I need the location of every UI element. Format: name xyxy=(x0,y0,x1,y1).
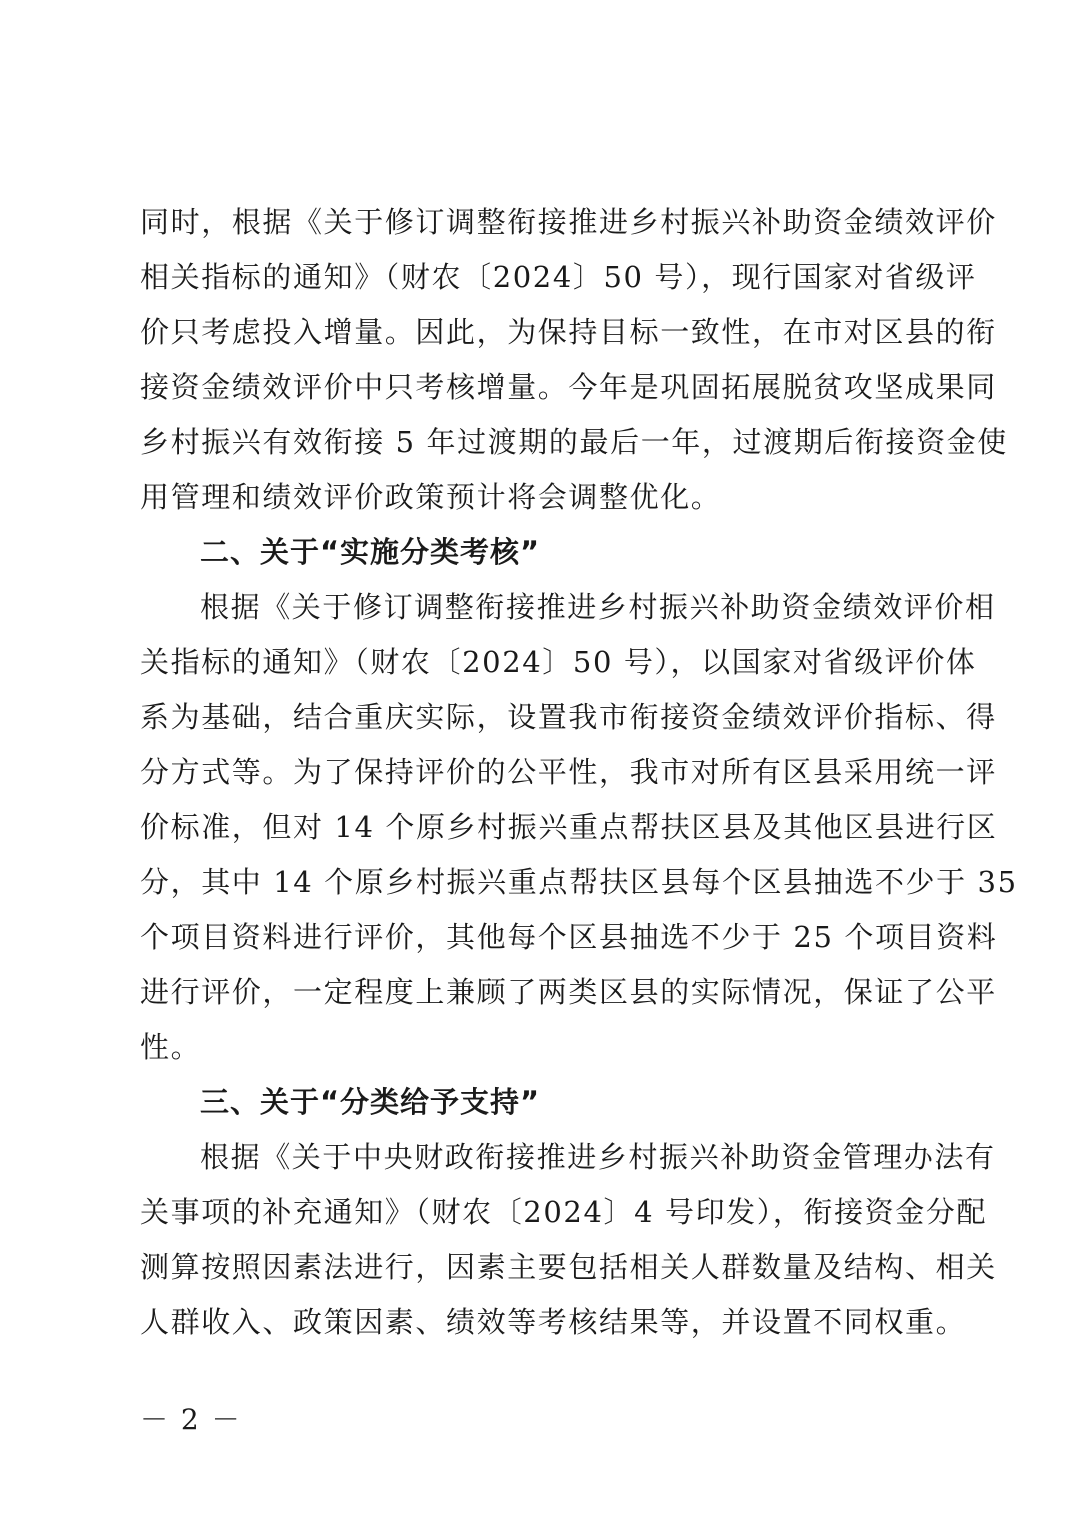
paragraph-line: 人群收入、政策因素、绩效等考核结果等，并设置不同权重。 xyxy=(140,1305,967,1339)
paragraph-line: 性。 xyxy=(140,1030,202,1064)
paragraph-line: 根据《关于中央财政衔接推进乡村振兴补助资金管理办法有 xyxy=(200,1140,996,1174)
paragraph-line: 关指标的通知》（财农〔2024〕50 号），以国家对省级评价体 xyxy=(140,645,977,679)
paragraph-line: 关事项的补充通知》（财农〔2024〕4 号印发），衔接资金分配 xyxy=(140,1195,988,1229)
paragraph-line: 相关指标的通知》（财农〔2024〕50 号），现行国家对省级评 xyxy=(140,260,977,294)
paragraph-line: 价标准，但对 14 个原乡村振兴重点帮扶区县及其他区县进行区 xyxy=(140,810,998,844)
paragraph-line: 个项目资料进行评价，其他每个区县抽选不少于 25 个项目资料 xyxy=(140,920,998,954)
paragraph-line: 分，其中 14 个原乡村振兴重点帮扶区县每个区县抽选不少于 35 xyxy=(140,865,1018,899)
paragraph-line: 进行评价，一定程度上兼顾了两类区县的实际情况，保证了公平 xyxy=(140,975,997,1009)
paragraph-line: 用管理和绩效评价政策预计将会调整优化。 xyxy=(140,480,722,514)
paragraph-line: 系为基础，结合重庆实际，设置我市衔接资金绩效评价指标、得 xyxy=(140,700,997,734)
paragraph-line: 同时，根据《关于修订调整衔接推进乡村振兴补助资金绩效评价 xyxy=(140,205,997,239)
paragraph-line: 价只考虑投入增量。因此，为保持目标一致性，在市对区县的衔 xyxy=(140,315,997,349)
paragraph-line: 乡村振兴有效衔接 5 年过渡期的最后一年，过渡期后衔接资金使 xyxy=(140,425,1008,459)
paragraph-line: 分方式等。为了保持评价的公平性，我市对所有区县采用统一评 xyxy=(140,755,997,789)
section-heading: 三、关于“分类给予支持” xyxy=(200,1085,541,1119)
page-number: － 2 － xyxy=(140,1403,242,1436)
paragraph-line: 接资金绩效评价中只考核增量。今年是巩固拓展脱贫攻坚成果同 xyxy=(140,370,997,404)
section-heading: 二、关于“实施分类考核” xyxy=(200,535,541,569)
paragraph-line: 根据《关于修订调整衔接推进乡村振兴补助资金绩效评价相 xyxy=(200,590,996,624)
paragraph-line: 测算按照因素法进行，因素主要包括相关人群数量及结构、相关 xyxy=(140,1250,997,1284)
